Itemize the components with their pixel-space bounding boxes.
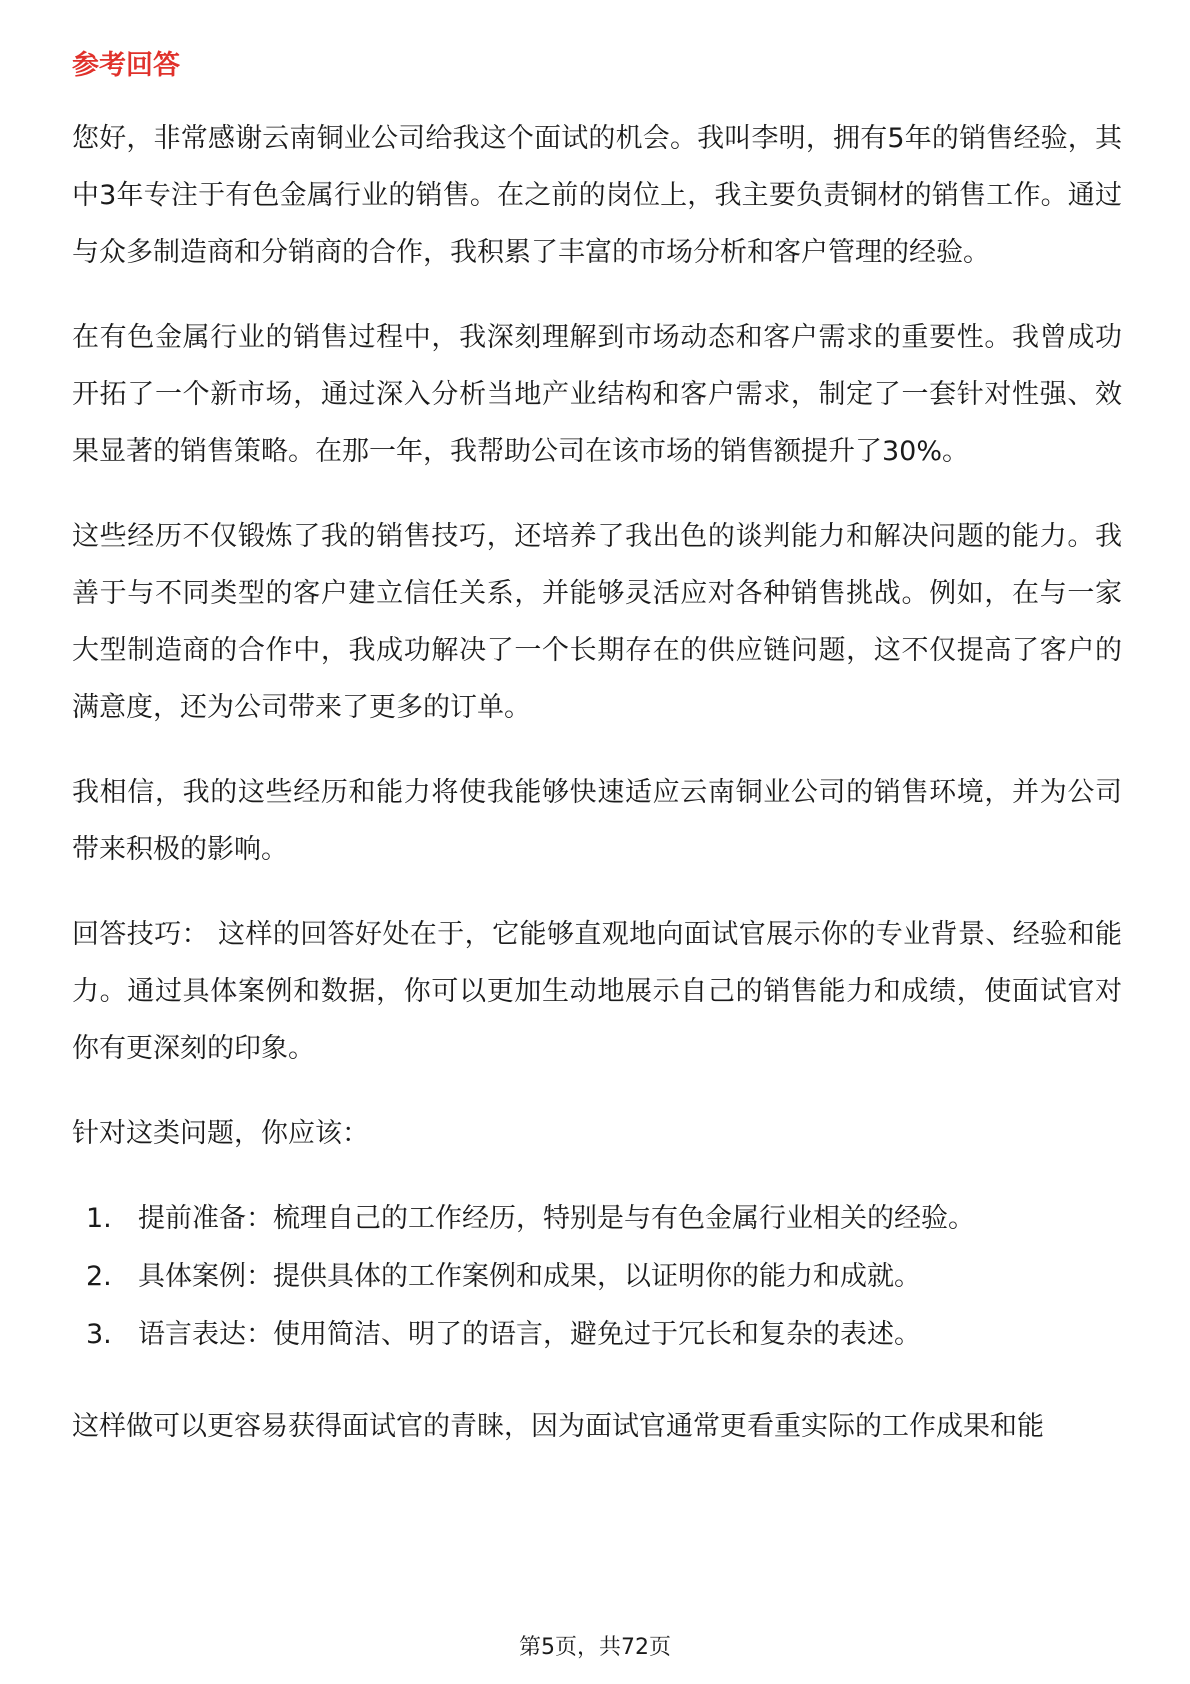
paragraph-tips: 回答技巧： 这样的回答好处在于，它能够直观地向面试官展示你的专业背景、经验和能力。通过具体案例和数据，你可以更加生动地展示自己的销售能力和成绩，使面试官对你有更深刻的印象。 <box>72 919 1122 1064</box>
list-item-number: 1. <box>86 1203 112 1234</box>
list-item <box>72 1248 1122 1306</box>
paragraph-skills: 这些经历不仅锻炼了我的销售技巧，还培养了我出色的谈判能力和解决问题的能力。我善于与不同类型的客户建立信任关系，并能够灵活应对各种销售挑战。例如，在与一家大型制造商的合作中，我成功解决了一个长期存在的供应链问题，这不仅提高了客户的满意度，还为公司带来了更多的订单。 <box>72 521 1122 723</box>
list-item <box>72 1306 1122 1364</box>
list-item-text: 具体案例：提供具体的工作案例和成果，以证明你的能力和成就。 <box>138 1261 921 1292</box>
paragraph-intro: 您好，非常感谢云南铜业公司给我这个面试的机会。我叫李明，拥有5年的销售经验，其中3年专注于有色金属行业的销售。在之前的岗位上，我主要负责铜材的销售工作。通过与众多制造商和分销商的合作，我积累了丰富的市场分析和客户管理的经验。 <box>72 123 1122 268</box>
paragraph-experience: 在有色金属行业的销售过程中，我深刻理解到市场动态和客户需求的重要性。我曾成功开拓了一个新市场，通过深入分析当地产业结构和客户需求，制定了一套针对性强、效果显著的销售策略。在那一年，我帮助公司在该市场的销售额提升了30%。 <box>72 322 1122 467</box>
advice-list <box>72 1190 1122 1364</box>
list-item-number: 3. <box>86 1319 112 1350</box>
paragraph-conclusion: 我相信，我的这些经历和能力将使我能够快速适应云南铜业公司的销售环境，并为公司带来积极的影响。 <box>72 777 1122 865</box>
page-footer: 第5页，共72页 <box>519 1635 671 1660</box>
list-item-text: 语言表达：使用简洁、明了的语言，避免过于冗长和复杂的表述。 <box>138 1319 921 1350</box>
page-content <box>72 46 1122 1483</box>
section-title: 参考回答 <box>72 50 180 81</box>
paragraph-advice-intro: 针对这类问题，你应该： <box>72 1118 369 1149</box>
paragraph-closing: 这样做可以更容易获得面试官的青睐，因为面试官通常更看重实际的工作成果和能 <box>72 1411 1044 1442</box>
list-item-number: 2. <box>86 1261 112 1292</box>
list-item <box>72 1190 1122 1248</box>
list-item-text: 提前准备：梳理自己的工作经历，特别是与有色金属行业相关的经验。 <box>138 1203 975 1234</box>
